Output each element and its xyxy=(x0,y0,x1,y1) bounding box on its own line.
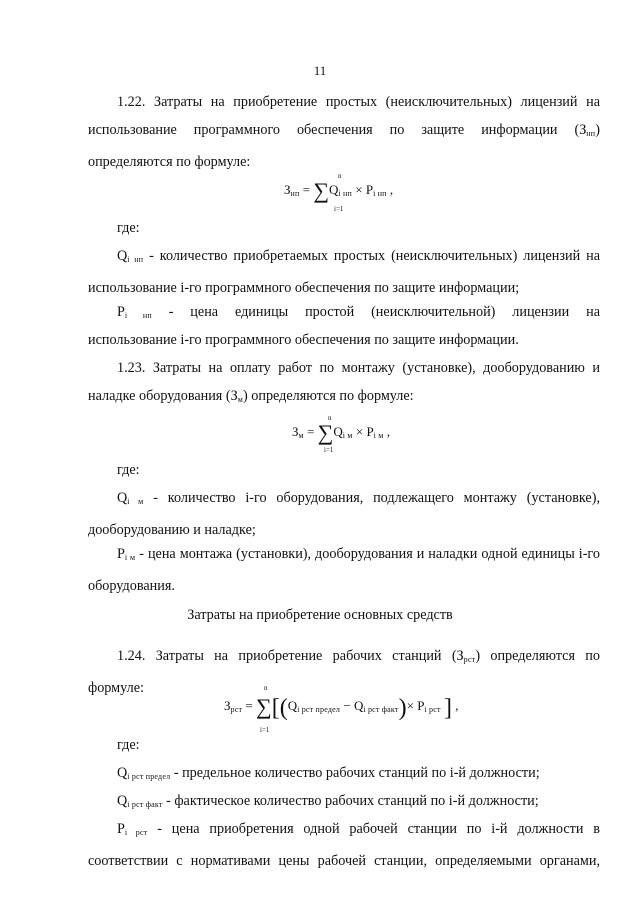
def-text: - цена приобретения одной рабочей станции по i-й должности в соответствии с нормативами цены рабочей станции, определяемыми органами, xyxy=(88,821,600,869)
formula-close-bracket: ] xyxy=(443,695,452,721)
def-text: - предельное количество рабочих станций по i-й должности; xyxy=(170,765,540,781)
formula-equals: = xyxy=(245,698,253,713)
definition-q-m xyxy=(88,484,600,544)
definition-p-m xyxy=(88,540,600,600)
formula-lhs: З xyxy=(224,698,231,713)
paragraph-1-24-end: ) определяются по формуле: xyxy=(88,648,600,696)
def-symbol-sub: i нп xyxy=(127,255,144,264)
formula-z-rst xyxy=(224,694,458,722)
formula-q: Q xyxy=(333,424,343,439)
formula-p: P xyxy=(417,698,425,713)
def-text: - количество i-го оборудования, подлежащего монтажу (установке), дооборудованию и наладке; xyxy=(88,490,600,538)
formula-p: P xyxy=(365,182,374,197)
formula-lower-limit: i=1 xyxy=(324,446,334,454)
def-symbol: Q xyxy=(117,490,128,506)
def-symbol-sub: i рст xyxy=(124,828,148,837)
def-symbol-sub: i рст факт xyxy=(127,800,163,809)
formula-q1: Q xyxy=(287,698,298,713)
formula-times: × xyxy=(355,424,364,439)
formula-lhs-sub: нп xyxy=(290,189,300,198)
formula-lhs-sub: м xyxy=(298,431,304,440)
formula-times: × xyxy=(406,698,414,713)
formula-q1-sub: i рст предел xyxy=(297,705,341,714)
formula-open-bracket: [( xyxy=(271,695,288,721)
definition-p-rst xyxy=(88,815,600,875)
formula-sum-sign: ∑ xyxy=(256,694,272,719)
def-text: - цена монтажа (установки), дооборудования и наладки одной единицы i-го оборудования. xyxy=(88,546,600,594)
paragraph-1-24-text: 1.24. Затраты на приобретение рабочих станций ( xyxy=(117,648,457,664)
section-heading: Затраты на приобретение основных средств xyxy=(187,607,453,623)
formula-minus: − xyxy=(343,698,351,713)
where-text-3: где: xyxy=(117,737,140,753)
def-symbol: P xyxy=(117,821,125,837)
formula-equals: = xyxy=(302,182,311,197)
formula-upper-limit: n xyxy=(264,684,268,692)
definition-p-np-line2: использование i-го программного обеспечения по защите информации. xyxy=(88,332,519,348)
formula-equals: = xyxy=(307,424,315,439)
formula-q2-sub: i рст факт xyxy=(363,705,399,714)
symbol-z-np-sub: нп xyxy=(586,129,596,138)
def-symbol: Q xyxy=(117,793,128,809)
formula-q-sub: i м xyxy=(342,431,353,440)
paragraph-1-23-text: 1.23. Затраты на оплату работ по монтажу (установке), дооборудованию и наладке оборудования ( xyxy=(88,360,600,404)
formula-upper-limit: n xyxy=(328,414,332,422)
formula-z-m xyxy=(292,420,390,446)
def-symbol: P xyxy=(117,546,125,562)
formula-upper-limit: n xyxy=(338,172,342,180)
formula-p-sub: i рст xyxy=(424,705,441,714)
formula-lower-limit: i=1 xyxy=(334,205,344,213)
symbol-z-m-sub: м xyxy=(237,395,243,404)
def-symbol-sub: i рст предел xyxy=(127,772,171,781)
formula-times: × xyxy=(355,182,363,197)
formula-q-sub: i нп xyxy=(338,189,352,198)
formula-p-sub: i м xyxy=(373,431,384,440)
def-symbol: Q xyxy=(117,248,128,264)
paragraph-1-23-end: ) определяются по формуле: xyxy=(242,388,414,404)
symbol-z-np: З xyxy=(579,122,587,138)
definition-q-np xyxy=(88,242,600,302)
def-text: - цена единицы простой (неисключительной) лицензии на xyxy=(151,304,600,320)
formula-end: , xyxy=(455,698,459,713)
formula-lower-limit: i=1 xyxy=(260,726,270,734)
formula-q2: Q xyxy=(353,698,364,713)
where-label-2 xyxy=(88,456,600,484)
formula-p-sub: i нп xyxy=(373,189,387,198)
where-text-2: где: xyxy=(117,462,140,478)
def-symbol-sub: i нп xyxy=(124,311,152,320)
formula-end: , xyxy=(389,182,394,197)
formula-close-paren: ) xyxy=(398,695,407,721)
paragraph-1-22-end: ) определяются по формуле: xyxy=(88,122,600,170)
formula-lhs: З xyxy=(292,424,299,439)
symbol-z-rst-sub: рст xyxy=(463,655,476,664)
formula-sum-sign: ∑ xyxy=(317,420,334,445)
def-symbol-sub: i м xyxy=(127,497,144,506)
paragraph-1-22-text: 1.22. Затраты на приобретение простых (неисключительных) лицензий на использование программного обеспечения по защите информации ( xyxy=(88,94,600,138)
paragraph-1-24 xyxy=(88,642,600,702)
formula-q: Q xyxy=(329,182,339,197)
formula-p: P xyxy=(366,424,374,439)
paragraph-1-22 xyxy=(88,88,600,176)
symbol-z-m: З xyxy=(230,388,238,404)
def-text: - количество приобретаемых простых (неисключительных) лицензий на использование i-го программного обеспечения по защите информации; xyxy=(88,248,600,296)
paragraph-1-23 xyxy=(88,354,600,414)
def-symbol: P xyxy=(117,304,125,320)
formula-lhs-sub: рст xyxy=(230,705,243,714)
symbol-z-rst: З xyxy=(456,648,464,664)
where-text-1: где: xyxy=(117,220,140,236)
def-symbol-sub: i м xyxy=(124,553,136,562)
formula-lhs: З xyxy=(284,182,291,197)
formula-end: , xyxy=(386,424,391,439)
formula-sum-sign: ∑ xyxy=(313,178,330,203)
where-label-3 xyxy=(88,731,600,759)
def-text: - фактическое количество рабочих станций по i-й должности; xyxy=(162,793,539,809)
def-symbol: Q xyxy=(117,765,128,781)
page-number: 11 xyxy=(313,63,327,78)
formula-z-np xyxy=(284,178,393,204)
where-label-1 xyxy=(88,214,600,242)
